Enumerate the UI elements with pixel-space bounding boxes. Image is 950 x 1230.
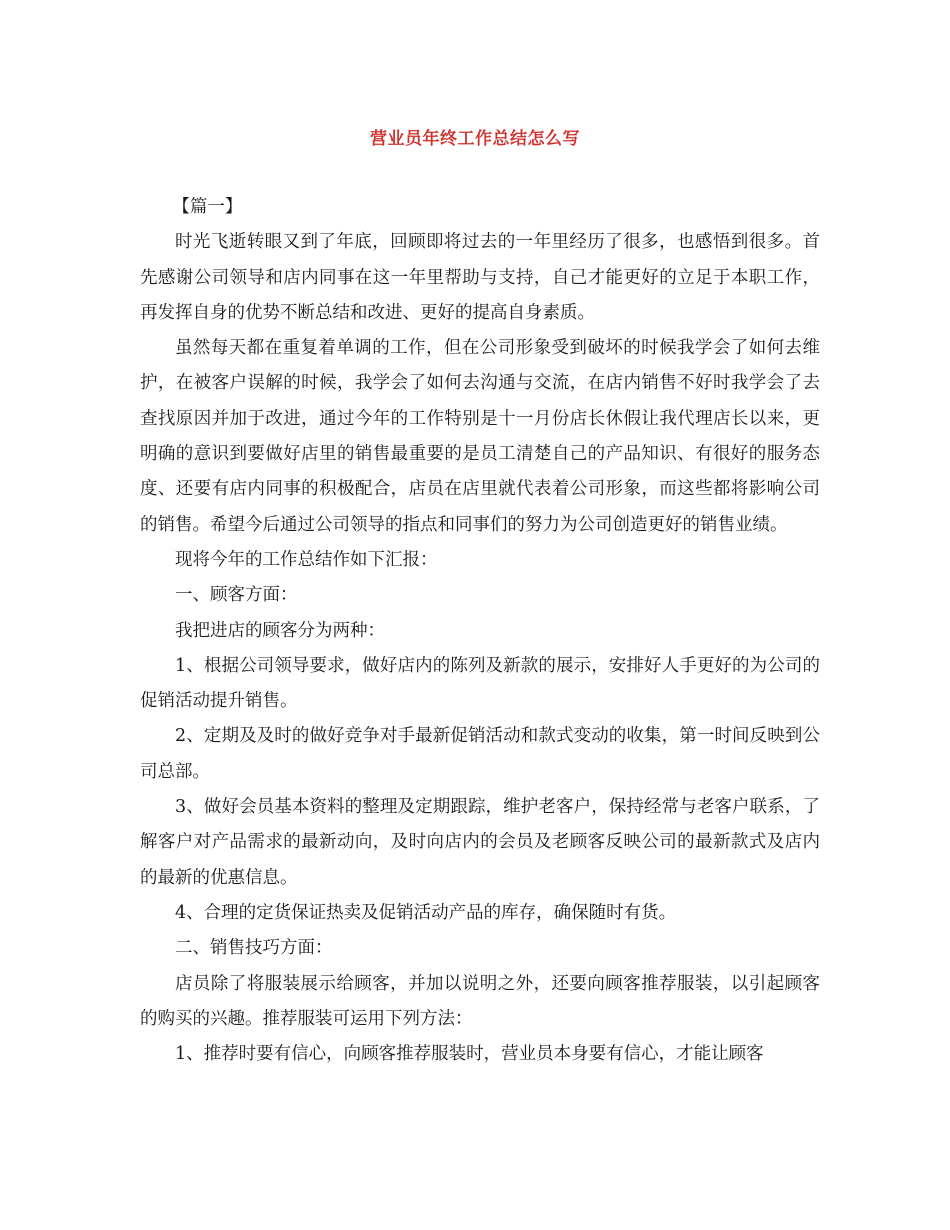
list-item: 3、做好会员基本资料的整理及定期跟踪，维护老客户，保持经常与老客户联系，了解客户对产品需求的最新动向，及时向店内的会员及老顾客反映公司的最新款式及店内的最新的优惠信息。 xyxy=(140,797,820,888)
document-body xyxy=(140,190,820,1072)
section-label: 【篇一】 xyxy=(172,197,243,217)
document-title: 营业员年终工作总结怎么写 xyxy=(370,129,580,149)
section-heading: 一、顾客方面： xyxy=(175,585,298,606)
paragraph: 虽然每天都在重复着单调的工作，但在公司形象受到破坏的时候我学会了如何去维护，在被客户误解的时候，我学会了如何去沟通与交流，在店内销售不好时我学会了去查找原因并加于改进，通过今年的工作特别是十一月份店长休假让我代理店长以来，更明确的意识到要做好店里的销售最重要的是员工清楚自己的产品知识、有很好的服务态度、还要有店内同事的积极配合，店员在店里就代表着公司形象，而这些都将影响公司的销售。希望今后通过公司领导的指点和同事们的努力为公司创造更好的销售业绩。 xyxy=(140,338,820,535)
list-item: 1、推荐时要有信心，向顾客推荐服装时，营业员本身要有信心，才能让顾客 xyxy=(175,1044,764,1065)
list-item: 2、定期及及时的做好竞争对手最新促销活动和款式变动的收集，第一时间反映到公司总部。 xyxy=(140,726,820,782)
paragraph: 店员除了将服装展示给顾客，并加以说明之外，还要向顾客推荐服装，以引起顾客的购买的兴趣。推荐服装可运用下列方法： xyxy=(140,973,820,1029)
list-item: 1、根据公司领导要求，做好店内的陈列及新款的展示，安排好人手更好的为公司的促销活动提升销售。 xyxy=(140,655,820,712)
section-heading: 二、销售技巧方面： xyxy=(175,938,333,959)
paragraph: 我把进店的顾客分为两种： xyxy=(175,620,385,641)
paragraph: 时光飞逝转眼又到了年底，回顾即将过去的一年里经历了很多，也感悟到很多。首先感谢公司领导和店内同事在这一年里帮助与支持，自己才能更好的立足于本职工作，再发挥自身的优势不断总结和改进、更好的提高自身素质。 xyxy=(140,232,820,323)
list-item: 4、合理的定货保证热卖及促销活动产品的库存，确保随时有货。 xyxy=(175,902,677,923)
paragraph: 现将今年的工作总结作如下汇报： xyxy=(175,549,438,570)
